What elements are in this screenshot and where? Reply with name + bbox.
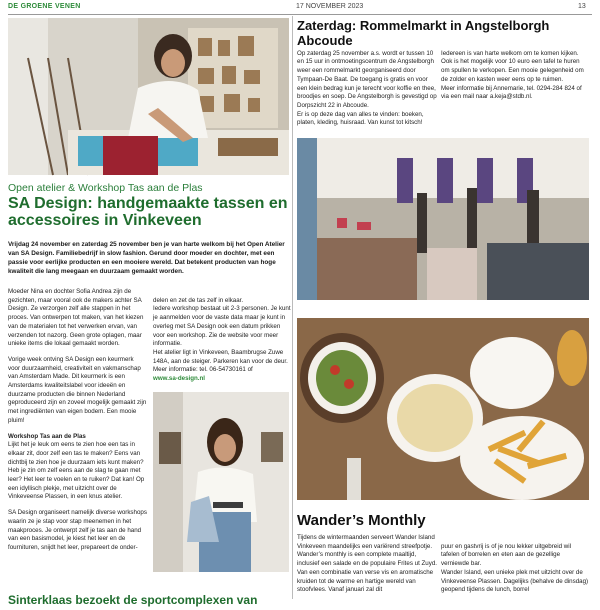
column-divider bbox=[292, 16, 293, 599]
next-article-headline: Sinterklaas bezoekt de sportcomplexen van bbox=[8, 593, 258, 607]
paragraph: delen en zet de tas zelf in elkaar. Iedere workshop bestaat uit 2-3 personen. Je kunt je aanmelden voor de vaste data maar je kunt in overleg met SA Design ook een datum prikken voor een workshop. Zie de website voor meer informatie. Het atelier ligt in Vinkeveen, Baambrugse Zuwe 148A, aan de steiger. Parkeren kan voor de deur. Meer informatie: tel. 06-54730161 of bbox=[153, 296, 291, 374]
section-name: DE GROENE VENEN bbox=[8, 3, 81, 10]
article1-column-right bbox=[153, 288, 291, 384]
paragraph: Vorige week ontving SA Design een keurmerk voor duurzaamheid, creativiteit en vakmanschap van Amsterdam Made. Dit keurmerk is een Amsterdams kwaliteitslabel voor ideeën en duurzame producten die binnen Nederland geproduceerd zijn en zoveel mogelijk gemaakt zijn met ingrediënten van eigen bodem. Een mooie pluim! bbox=[8, 355, 147, 424]
designer-photo bbox=[153, 392, 289, 572]
paragraph: Iedereen is van harte welkom om te komen kijken. Ook is het mogelijk voor 10 euro een tafel te huren om spullen te verkopen. Een mooie gelegenheid om de zolder en kasten weer eens op te ruimen. Meer informatie bij Annemarie, tel. 0294-284 824 of via een mail naar a.keja@stdb.nl. bbox=[441, 49, 584, 101]
website-link[interactable]: www.sa-design.nl bbox=[153, 375, 206, 383]
subheading: Workshop Tas aan de Plas bbox=[8, 432, 86, 440]
article-headline: SA Design: handgemaakte tassen en accessoires in Vinkeveen bbox=[8, 195, 288, 229]
article2-column-left bbox=[297, 41, 437, 128]
article-lead: Vrijdag 24 november en zaterdag 25 november ben je van harte welkom bij het Open Atelier van SA Design. Familiebedrijf in slow fashion. Gerund door moeder en dochter, met een passie voor eerlijke producten en een mooiere wereld. Dat betekent producten van hoge kwaliteit die lang meegaan en duurzaam gemaakt worden. bbox=[8, 241, 285, 275]
atelier-photo bbox=[8, 18, 289, 175]
paragraph: Tijdens de wintermaanden serveert Wander Island Vinkeveen maandelijks een variërend streefpotje. Wander’s monthly is een complete maaltijd, inclusief een salade en de populaire Frites ut Zuyd. Van een combinatie van verse vis en aromatische kruiden tot de warme en hartige wereld van stoofvlees. Vanaf januari zal dit bbox=[297, 534, 437, 594]
article3-column-left bbox=[297, 534, 437, 595]
paragraph: Moeder Nina en dochter Sofia Andrea zijn de gezichten, maar vooral ook de makers achter SA Design. Ze verzorgen zelf alle stappen in het proces. Van ontwerpen tot maken, van het kiezen van de materialen tot het verwerken ervan, van verzenden tot nazorg. Geen grote oplagen, maar unieke items die lokaal gemaakt worden. bbox=[8, 288, 144, 348]
article3-column-right bbox=[441, 534, 589, 595]
issue-date: 17 NOVEMBER 2023 bbox=[296, 3, 364, 10]
article1-column-left bbox=[8, 288, 147, 560]
paragraph: SA Design organiseert namelijk diverse workshops waarin ze je stap voor stap meenemen in het maakproces. Je ontwerpt zelf je tas aan de hand van een basismodel, je kiest het leer en de fournituren, snijdt het leer, prepareert de onder- bbox=[8, 509, 147, 551]
paragraph: Lijkt het je leuk om eens te zien hoe een tas in elkaar zit, door zelf een tas te maken? Eens van dichtbij te zien hoe je duurzaam iets kunt maken? Heb je zin om zelf eens aan de slag te gaan met leer? Het leer te voelen en te ruiken? Dat kan! Op een idyllisch plekje, met uitzicht over de Vinkeveense Plassen, in een knus atelier. bbox=[8, 441, 145, 501]
article-headline: Wander’s Monthly bbox=[297, 512, 426, 529]
article-kicker: Open atelier & Workshop Tas aan de Plas bbox=[8, 182, 203, 194]
article2-column-right bbox=[441, 41, 589, 102]
article-headline: Zaterdag: Rommelmarkt in Angstelborgh Abcoude bbox=[297, 18, 550, 48]
market-photo bbox=[297, 138, 589, 300]
food-photo bbox=[297, 318, 589, 500]
paragraph: Op zaterdag 25 november a.s. wordt er tussen 10 en 15 uur in ontmoetingscentrum de Angstelborgh weer een rommelmarkt georganiseerd door Tympaan-De Baat. De toegang is gratis en voor een klein bedrag kun je terecht voor koffie en thee, broodjes en soep. De Angstelborgh is gevestigd op Dorpszicht 22 in Abcoude. Er is op deze dag van alles te vinden: boeken, platen, kleding, huisraad. Van kunst tot kitsch! bbox=[297, 49, 437, 127]
paragraph: puur en gastvrij is of je nou lekker uitgebreid wil tafelen of borrelen en eten aan de gezellige verniewde bar. Wander Island, een unieke plek met uitzicht over de Vinkeveense Plassen. Dagelijks (behalve de dinsdag) geopend tijdens de lunch, borrel bbox=[441, 542, 589, 594]
page-number: 13 bbox=[578, 3, 586, 10]
header-rule bbox=[8, 14, 592, 15]
